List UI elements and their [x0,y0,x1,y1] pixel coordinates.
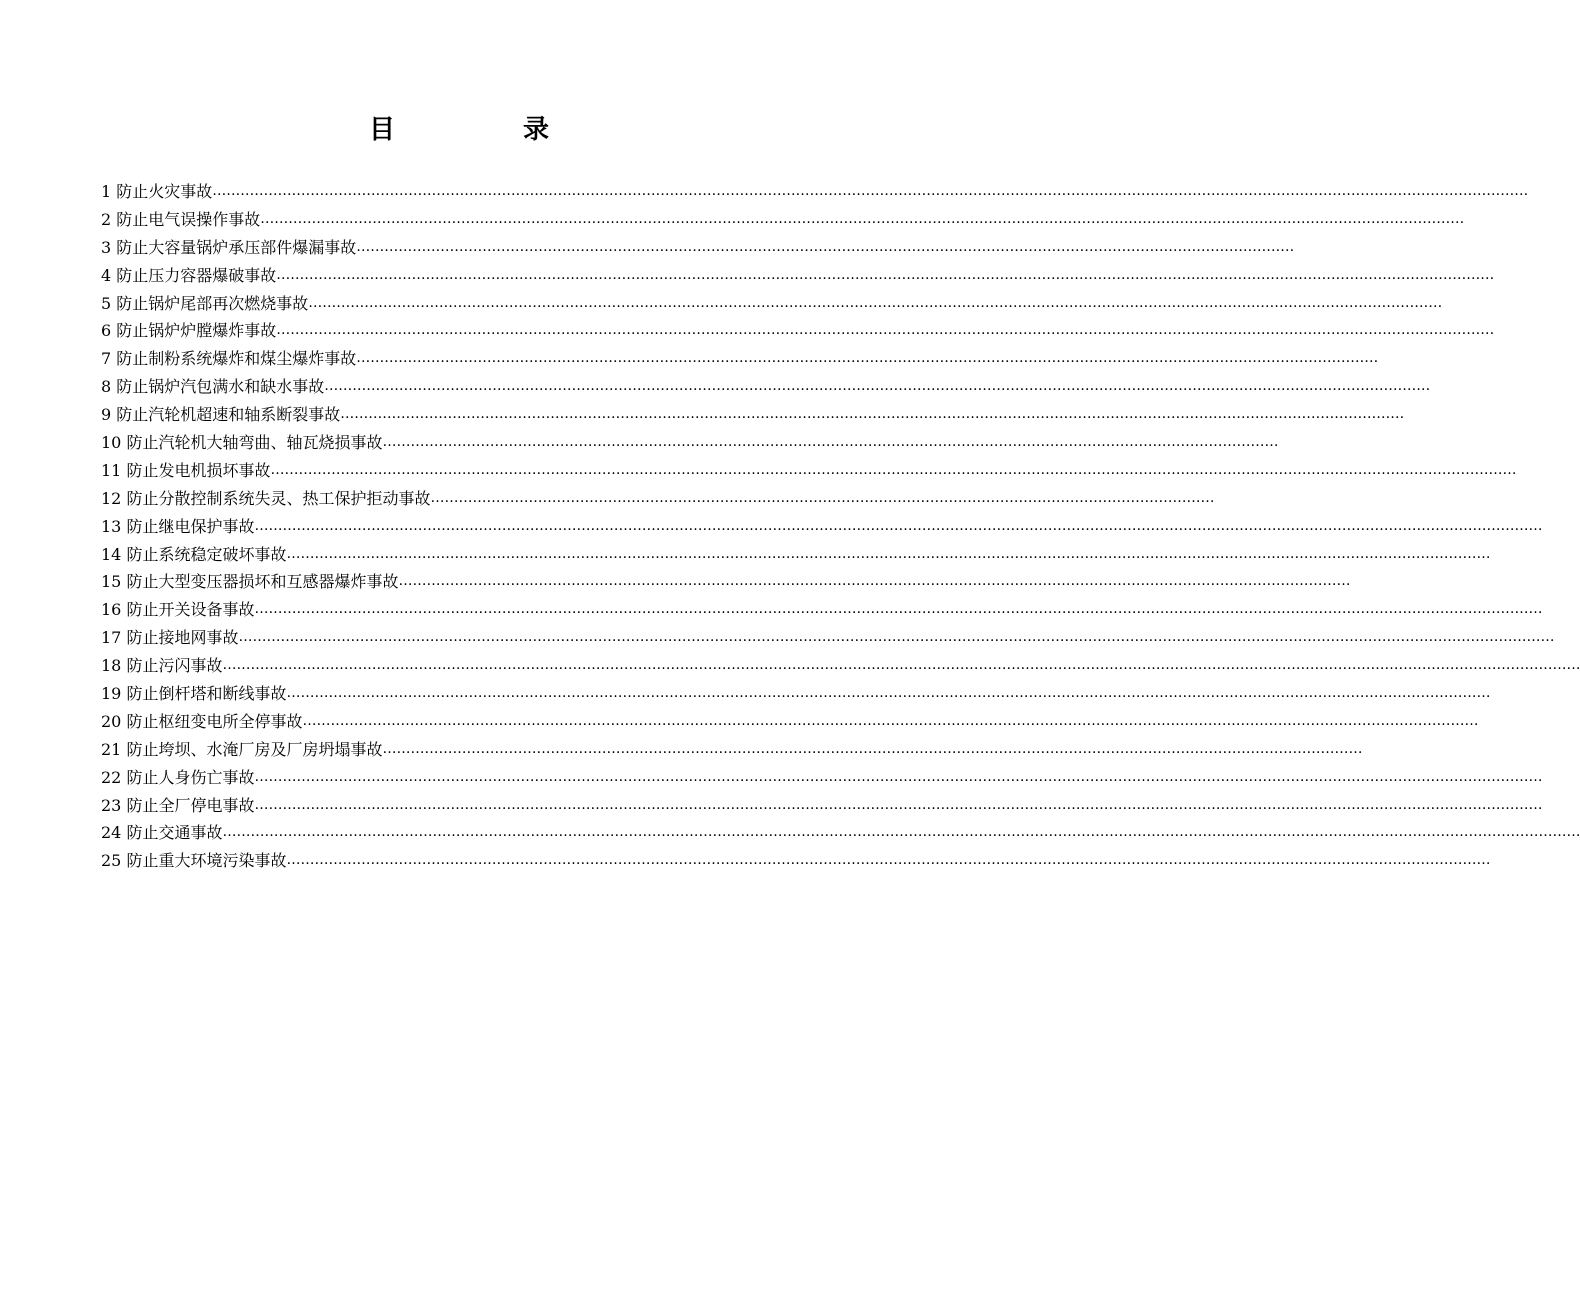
toc-entry-title: 18 防止污闪事故 [101,656,223,676]
toc-dot-leader: …………………………………………………………………………………………………………………………………………………………………………………………………………………………………… [286,852,1491,869]
toc-entry[interactable] [101,234,1295,262]
toc-entry-title: 7 防止制粉系统爆炸和煤尘爆炸事故 [101,349,357,369]
toc-dot-leader: …………………………………………………………………………………………………………………………………………………………………………………… [398,573,1351,590]
toc-entry-title: 5 防止锅炉尾部再次燃烧事故 [101,293,309,313]
toc-dot-leader: ………………………………………………………………………………………………………………………………………………………………………………………………………………………………………………………………… [222,657,1580,674]
toc-entry[interactable] [101,736,1363,764]
toc-entry[interactable] [101,792,1543,820]
toc-entry[interactable] [101,819,1580,847]
toc-dot-leader: ………………………………………………………………………………………………………………………………………………………………………… [382,434,1279,451]
toc-entry-title: 20 防止枢纽变电所全停事故 [101,711,303,731]
table-of-contents [101,178,1580,875]
toc-dot-leader: ………………………………………………………………………………………………………………………………………………………………………………………………………………………………………………………………… [222,824,1580,841]
toc-entry[interactable] [101,429,1279,457]
toc-entry[interactable] [101,568,1351,596]
toc-entry[interactable] [101,262,1495,290]
toc-entry[interactable] [101,541,1491,569]
toc-entry[interactable] [101,596,1543,624]
toc-entry[interactable] [101,401,1405,429]
toc-entry-title: 2 防止电气误操作事故 [101,209,261,229]
toc-entry-title: 16 防止开关设备事故 [101,600,255,620]
toc-entry[interactable] [101,708,1479,736]
toc-dot-leader: ……………………………………………………………………………………………………………………………………………………………………………………………………………………………………… [276,322,1495,339]
toc-entry-title: 15 防止大型变压器损坏和互感器爆炸事故 [101,572,399,592]
toc-entry-title: 4 防止压力容器爆破事故 [101,265,277,285]
toc-entry[interactable] [101,373,1431,401]
toc-dot-leader: ………………………………………………………………………………………………………………………………………………………………………………………………………… [340,406,1405,423]
toc-entry[interactable] [101,513,1543,541]
toc-entry-title: 21 防止垮坝、水淹厂房及厂房坍塌事故 [101,739,383,759]
toc-dot-leader: …………………………………………………………………………………………………………………………………………………………………………………………………………………………………………………… [254,601,1543,618]
toc-entry-title: 6 防止锅炉炉膛爆炸事故 [101,321,277,341]
toc-dot-leader: ………………………………………………………………………………………………………………………………………………………………………………………… [382,740,1363,757]
toc-entry[interactable] [101,178,1529,206]
toc-dot-leader: …………………………………………………………………………………………………………………………………………………………………………………………………………………………………… [260,210,1465,227]
toc-entry-title: 12 防止分散控制系统失灵、热工保护拒动事故 [101,488,431,508]
toc-entry-title: 11 防止发电机损坏事故 [101,460,271,480]
toc-entry-title: 9 防止汽轮机超速和轴系断裂事故 [101,405,341,425]
toc-entry-title: 3 防止大容量锅炉承压部件爆漏事故 [101,237,357,257]
toc-entry[interactable] [101,457,1517,485]
title-char-1: 目 [369,115,396,145]
toc-entry-title: 13 防止继电保护事故 [101,516,255,536]
toc-entry[interactable] [101,652,1580,680]
toc-entry[interactable] [101,764,1543,792]
toc-entry[interactable] [101,290,1443,318]
toc-dot-leader: ……………………………………………………………………………………………………………………………………………………………………………………………………………………………………… [276,266,1495,283]
toc-entry-title: 22 防止人身伤亡事故 [101,767,255,787]
toc-entry-title: 25 防止重大环境污染事故 [101,851,287,871]
toc-entry-title: 17 防止接地网事故 [101,628,239,648]
toc-dot-leader: …………………………………………………………………………………………………………………………………………………… [430,489,1215,506]
toc-dot-leader: ………………………………………………………………………………………………………………………………………………………………………………………………………………………………………………………… [212,183,1529,199]
toc-entry[interactable] [101,345,1379,373]
toc-entry-title: 19 防止倒杆塔和断线事故 [101,684,287,704]
toc-dot-leader: …………………………………………………………………………………………………………………………………………………………………………………………………………………………………… [286,685,1491,702]
toc-dot-leader: …………………………………………………………………………………………………………………………………………………………………………………………………………………………………………………… [254,517,1543,534]
toc-entry-title: 23 防止全厂停电事故 [101,795,255,815]
toc-dot-leader: …………………………………………………………………………………………………………………………………………………………………………………………………………………………………… [286,545,1491,562]
toc-dot-leader: ………………………………………………………………………………………………………………………………………………………………………………………………………………… [324,378,1431,395]
toc-entry[interactable] [101,485,1215,513]
toc-entry[interactable] [101,624,1555,652]
toc-entry-title: 14 防止系统稳定破坏事故 [101,544,287,564]
toc-entry[interactable] [101,206,1465,234]
toc-dot-leader: ……………………………………………………………………………………………………………………………………………………………………………………………………………………………… [302,712,1479,729]
toc-entry-title: 24 防止交通事故 [101,823,223,843]
toc-entry[interactable] [101,680,1491,708]
toc-dot-leader: ………………………………………………………………………………………………………………………………………………………………………………………………………………………………………………………… [238,629,1555,646]
title-char-2: 录 [523,115,550,145]
toc-entry-title: 8 防止锅炉汽包满水和缺水事故 [101,377,325,397]
toc-dot-leader: ………………………………………………………………………………………………………………………………………………………………………………… [356,238,1295,255]
page-title [0,112,920,152]
toc-dot-leader: …………………………………………………………………………………………………………………………………………………………………………………………………………………………………………… [270,461,1517,478]
toc-dot-leader: ………………………………………………………………………………………………………………………………………………………………………………………………… [356,350,1379,367]
toc-entry-title: 10 防止汽轮机大轴弯曲、轴瓦烧损事故 [101,433,383,453]
toc-entry[interactable] [101,317,1495,345]
toc-entry-title: 1 防止火灾事故 [101,182,213,201]
toc-dot-leader: ……………………………………………………………………………………………………………………………………………………………………………………………………………………… [308,294,1443,311]
toc-dot-leader: …………………………………………………………………………………………………………………………………………………………………………………………………………………………………………………… [254,796,1543,813]
toc-dot-leader: …………………………………………………………………………………………………………………………………………………………………………………………………………………………………………………… [254,768,1543,785]
toc-entry[interactable] [101,847,1491,875]
